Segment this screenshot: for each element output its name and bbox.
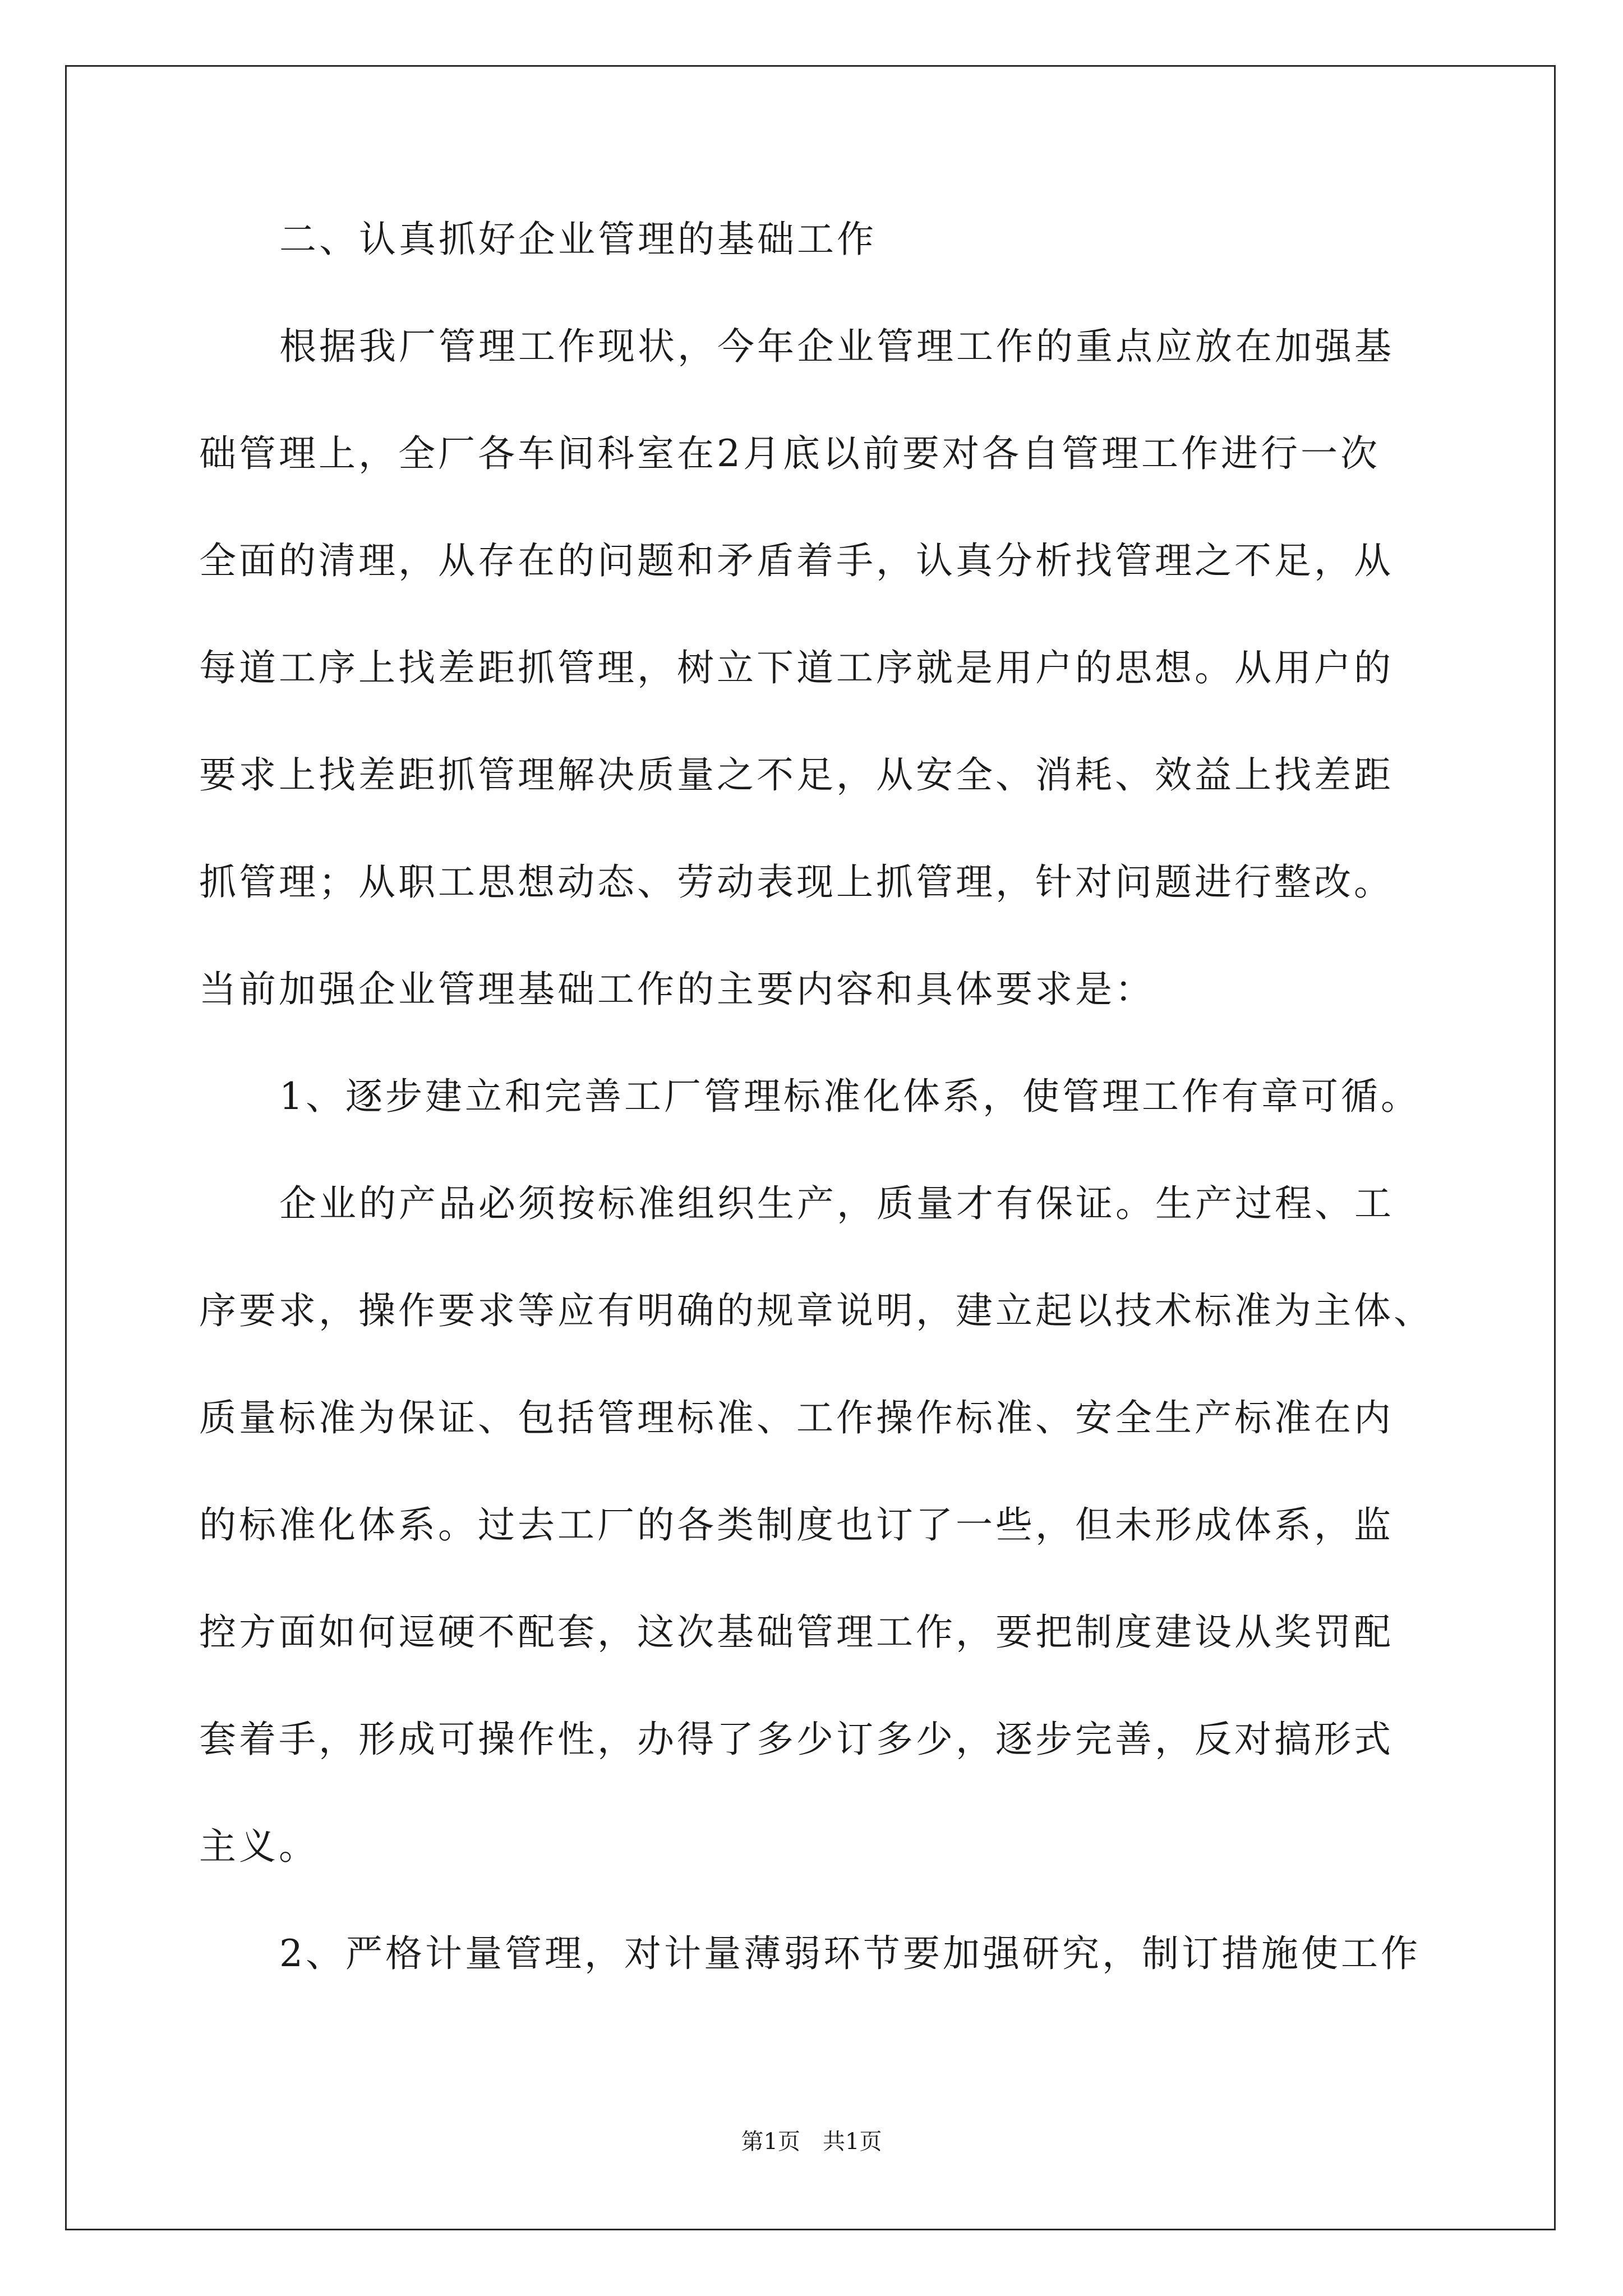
paragraph-line: 主义。: [199, 1825, 319, 1868]
paragraph-line: 企业的产品必须按标准组织生产，质量才有保证。生产过程、工: [279, 1182, 1394, 1225]
list-item-heading: 1、逐步建立和完善工厂管理标准化体系，使管理工作有章可循。: [279, 1075, 1421, 1118]
section-heading: 二、认真抓好企业管理的基础工作: [279, 218, 877, 261]
paragraph-line: 根据我厂管理工作现状，今年企业管理工作的重点应放在加强基: [279, 325, 1394, 368]
paragraph-line: 要求上找差距抓管理解决质量之不足，从安全、消耗、效益上找差距: [199, 753, 1394, 797]
paragraph-line: 控方面如何逗硬不配套，这次基础管理工作，要把制度建设从奖罚配: [199, 1611, 1394, 1654]
paragraph-line: 的标准化体系。过去工厂的各类制度也订了一些，但未形成体系，监: [199, 1503, 1394, 1547]
page-border: [65, 65, 1556, 2230]
paragraph-line: 抓管理；从职工思想动态、劳动表现上抓管理，针对问题进行整改。: [199, 861, 1394, 904]
paragraph-line: 每道工序上找差距抓管理，树立下道工序就是用户的思想。从用户的: [199, 646, 1394, 689]
page-footer: [0, 2125, 1623, 2159]
paragraph-line: 序要求，操作要求等应有明确的规章说明，建立起以技术标准为主体、: [199, 1289, 1433, 1332]
paragraph-line: 当前加强企业管理基础工作的主要内容和具体要求是：: [199, 968, 1155, 1011]
paragraph-line: 套着手，形成可操作性，办得了多少订多少，逐步完善，反对搞形式: [199, 1718, 1394, 1761]
paragraph-line: 质量标准为保证、包括管理标准、工作操作标准、安全生产标准在内: [199, 1396, 1394, 1439]
paragraph-line: 础管理上，全厂各车间科室在2月底以前要对各自管理工作进行一次: [199, 432, 1380, 475]
page-number: 第1页: [741, 2129, 800, 2155]
page-total: 共1页: [823, 2129, 882, 2155]
list-item-heading: 2、严格计量管理，对计量薄弱环节要加强研究，制订措施使工作: [279, 1932, 1421, 1975]
paragraph-line: 全面的清理，从存在的问题和矛盾着手，认真分析找管理之不足，从: [199, 539, 1394, 582]
